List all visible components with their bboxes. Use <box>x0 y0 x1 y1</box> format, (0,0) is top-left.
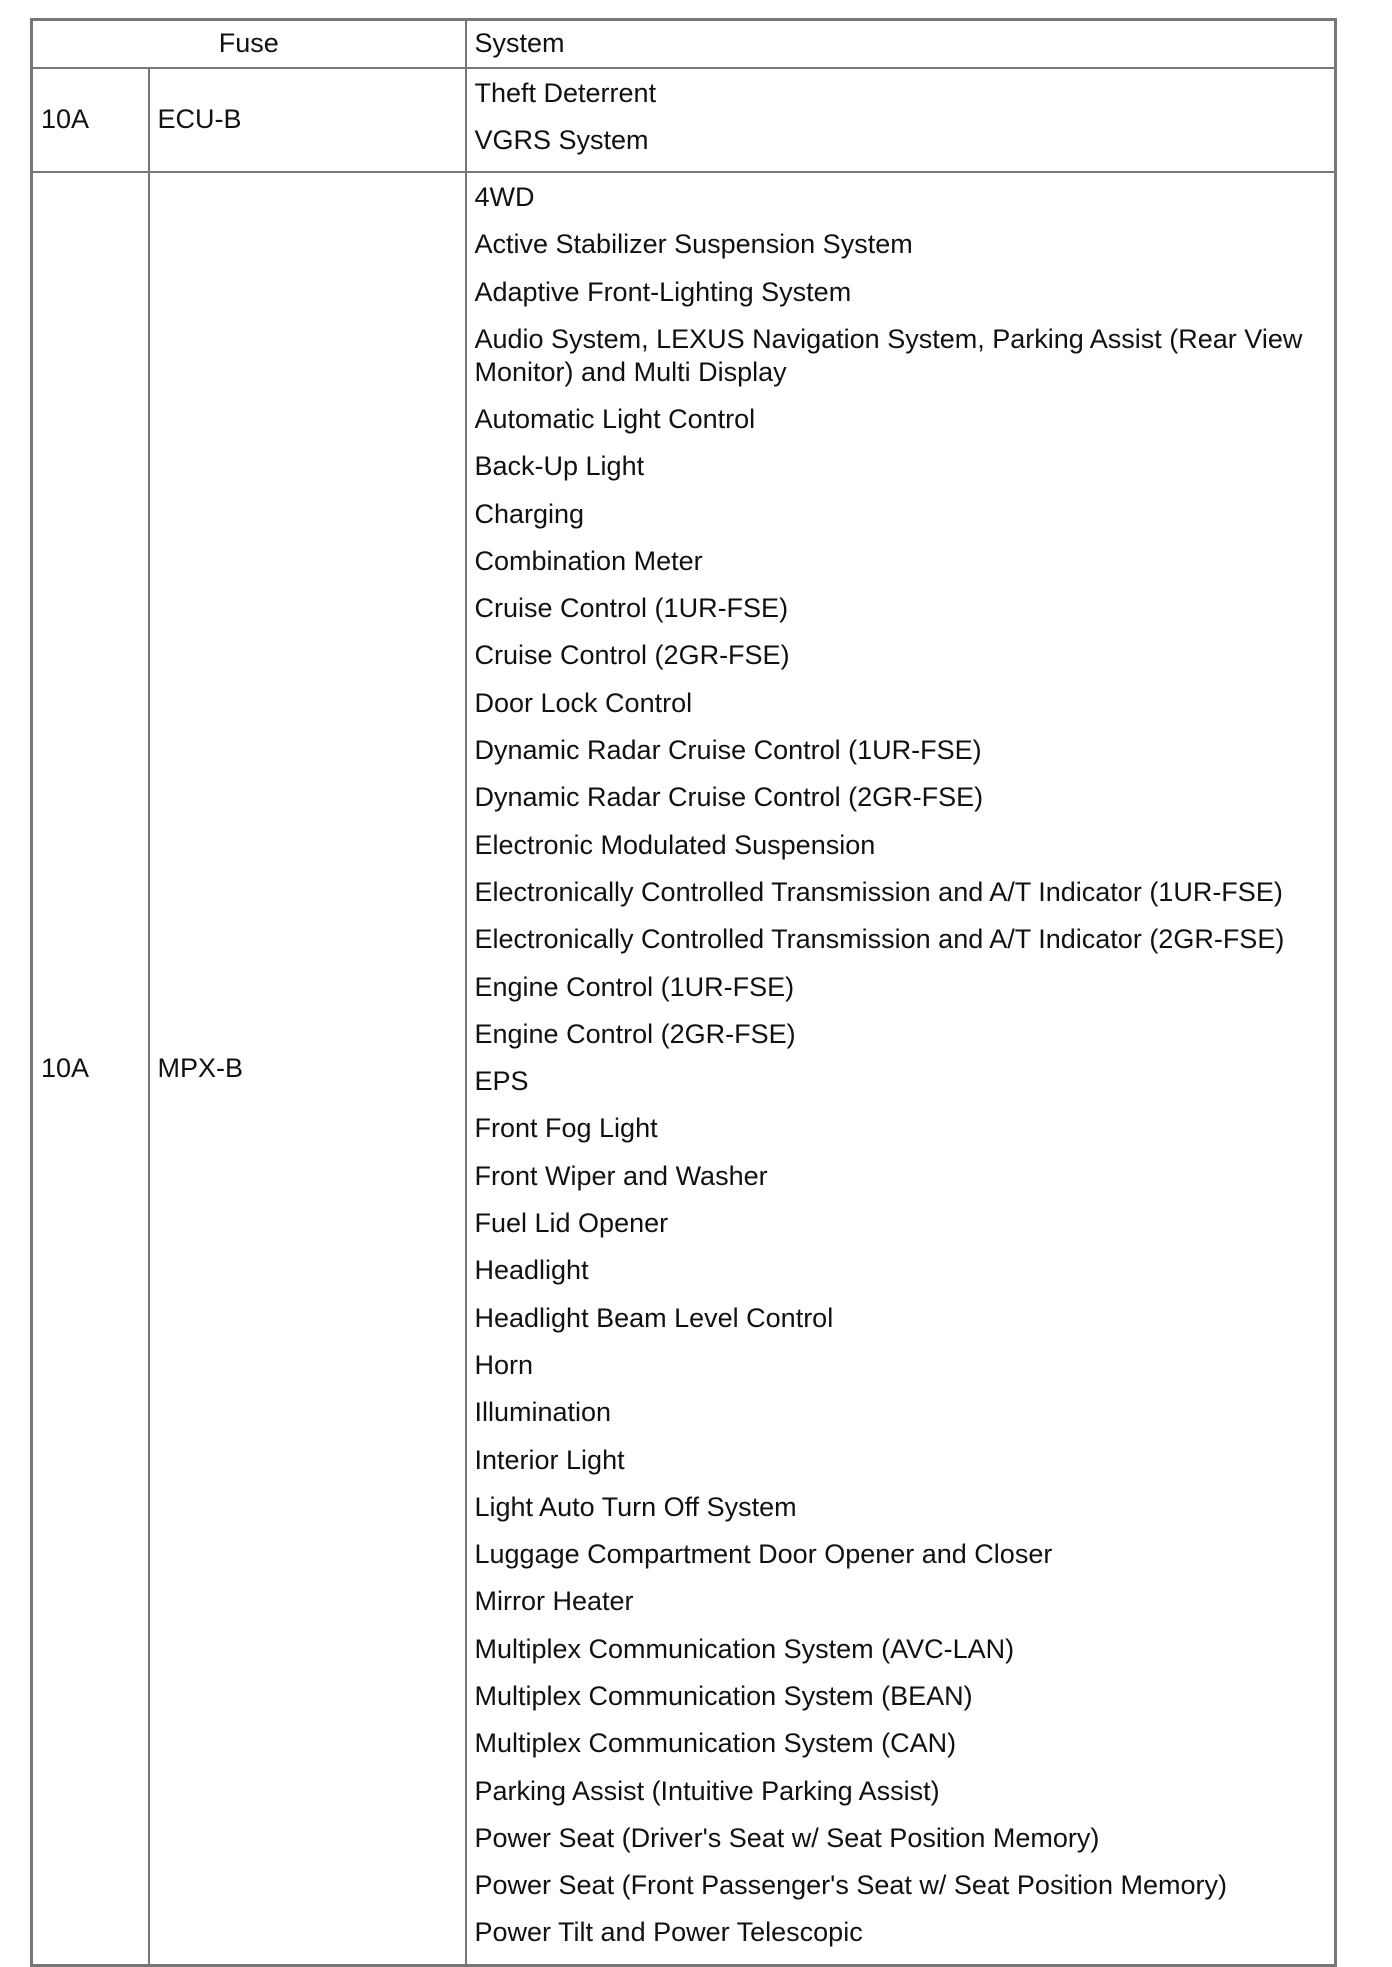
system-item: Electronically Controlled Transmission and A/T Indicator (1UR-FSE) <box>474 876 1283 907</box>
system-item: Headlight Beam Level Control <box>474 1302 834 1333</box>
system-item: Multiplex Communication System (AVC-LAN) <box>474 1633 1015 1664</box>
system-item: Engine Control (2GR-FSE) <box>474 1018 796 1049</box>
system-item: Combination Meter <box>474 545 703 576</box>
system-item: Adaptive Front-Lighting System <box>474 276 852 307</box>
system-item: 4WD <box>474 182 535 213</box>
header-fuse: Fuse <box>32 20 466 68</box>
system-item: Dynamic Radar Cruise Control (2GR-FSE) <box>474 782 984 813</box>
system-item: Power Tilt and Power Telescopic <box>474 1917 863 1948</box>
system-item: Automatic Light Control <box>474 403 756 434</box>
system-item: Mirror Heater <box>474 1586 634 1617</box>
system-item: Audio System, LEXUS Navigation System, Parking Assist (Rear View Monitor) and Multi Display <box>474 323 1303 387</box>
system-item: Parking Assist (Intuitive Parking Assist) <box>474 1775 940 1806</box>
system-item: Door Lock Control <box>474 687 693 718</box>
system-item: Illumination <box>474 1397 612 1428</box>
system-item: Electronically Controlled Transmission and A/T Indicator (2GR-FSE) <box>474 924 1285 955</box>
system-item: Active Stabilizer Suspension System <box>474 229 913 260</box>
system-list <box>475 73 1335 168</box>
system-item: Fuel Lid Opener <box>474 1208 669 1239</box>
system-item: Theft Deterrent <box>474 77 657 108</box>
system-item: EPS <box>474 1066 529 1097</box>
system-item: Electronic Modulated Suspension <box>474 829 876 860</box>
system-item: Multiplex Communication System (CAN) <box>474 1728 957 1759</box>
table-row <box>32 172 1336 1965</box>
fuse-amperage: 10A <box>32 172 149 1965</box>
system-list <box>475 177 1335 1960</box>
fuse-name: MPX-B <box>149 172 466 1965</box>
fuse-name: ECU-B <box>149 68 466 173</box>
system-item: Dynamic Radar Cruise Control (1UR-FSE) <box>474 735 982 766</box>
system-item: Power Seat (Driver's Seat w/ Seat Position Memory) <box>474 1822 1100 1853</box>
system-cell <box>466 68 1336 173</box>
system-item: Interior Light <box>474 1444 625 1475</box>
system-item: Engine Control (1UR-FSE) <box>474 971 795 1002</box>
system-cell <box>466 172 1336 1965</box>
system-item: Front Wiper and Washer <box>474 1160 768 1191</box>
system-item: Front Fog Light <box>474 1113 658 1144</box>
system-item: Charging <box>474 498 585 529</box>
system-item: Cruise Control (2GR-FSE) <box>474 640 790 671</box>
system-item: Back-Up Light <box>474 451 645 482</box>
header-system: System <box>466 20 1336 68</box>
system-item: Horn <box>474 1349 534 1380</box>
system-item: Cruise Control (1UR-FSE) <box>474 593 789 624</box>
table-row <box>32 68 1336 173</box>
system-item: Headlight <box>474 1255 589 1286</box>
fuse-amperage: 10A <box>32 68 149 173</box>
system-item: Luggage Compartment Door Opener and Closer <box>474 1539 1053 1570</box>
system-item: Light Auto Turn Off System <box>474 1491 797 1522</box>
system-item: Power Seat (Front Passenger's Seat w/ Seat Position Memory) <box>474 1870 1227 1901</box>
fuse-system-table <box>30 18 1337 1967</box>
system-item: VGRS System <box>474 124 649 155</box>
table-header-row <box>32 20 1336 68</box>
system-item: Multiplex Communication System (BEAN) <box>474 1681 973 1711</box>
